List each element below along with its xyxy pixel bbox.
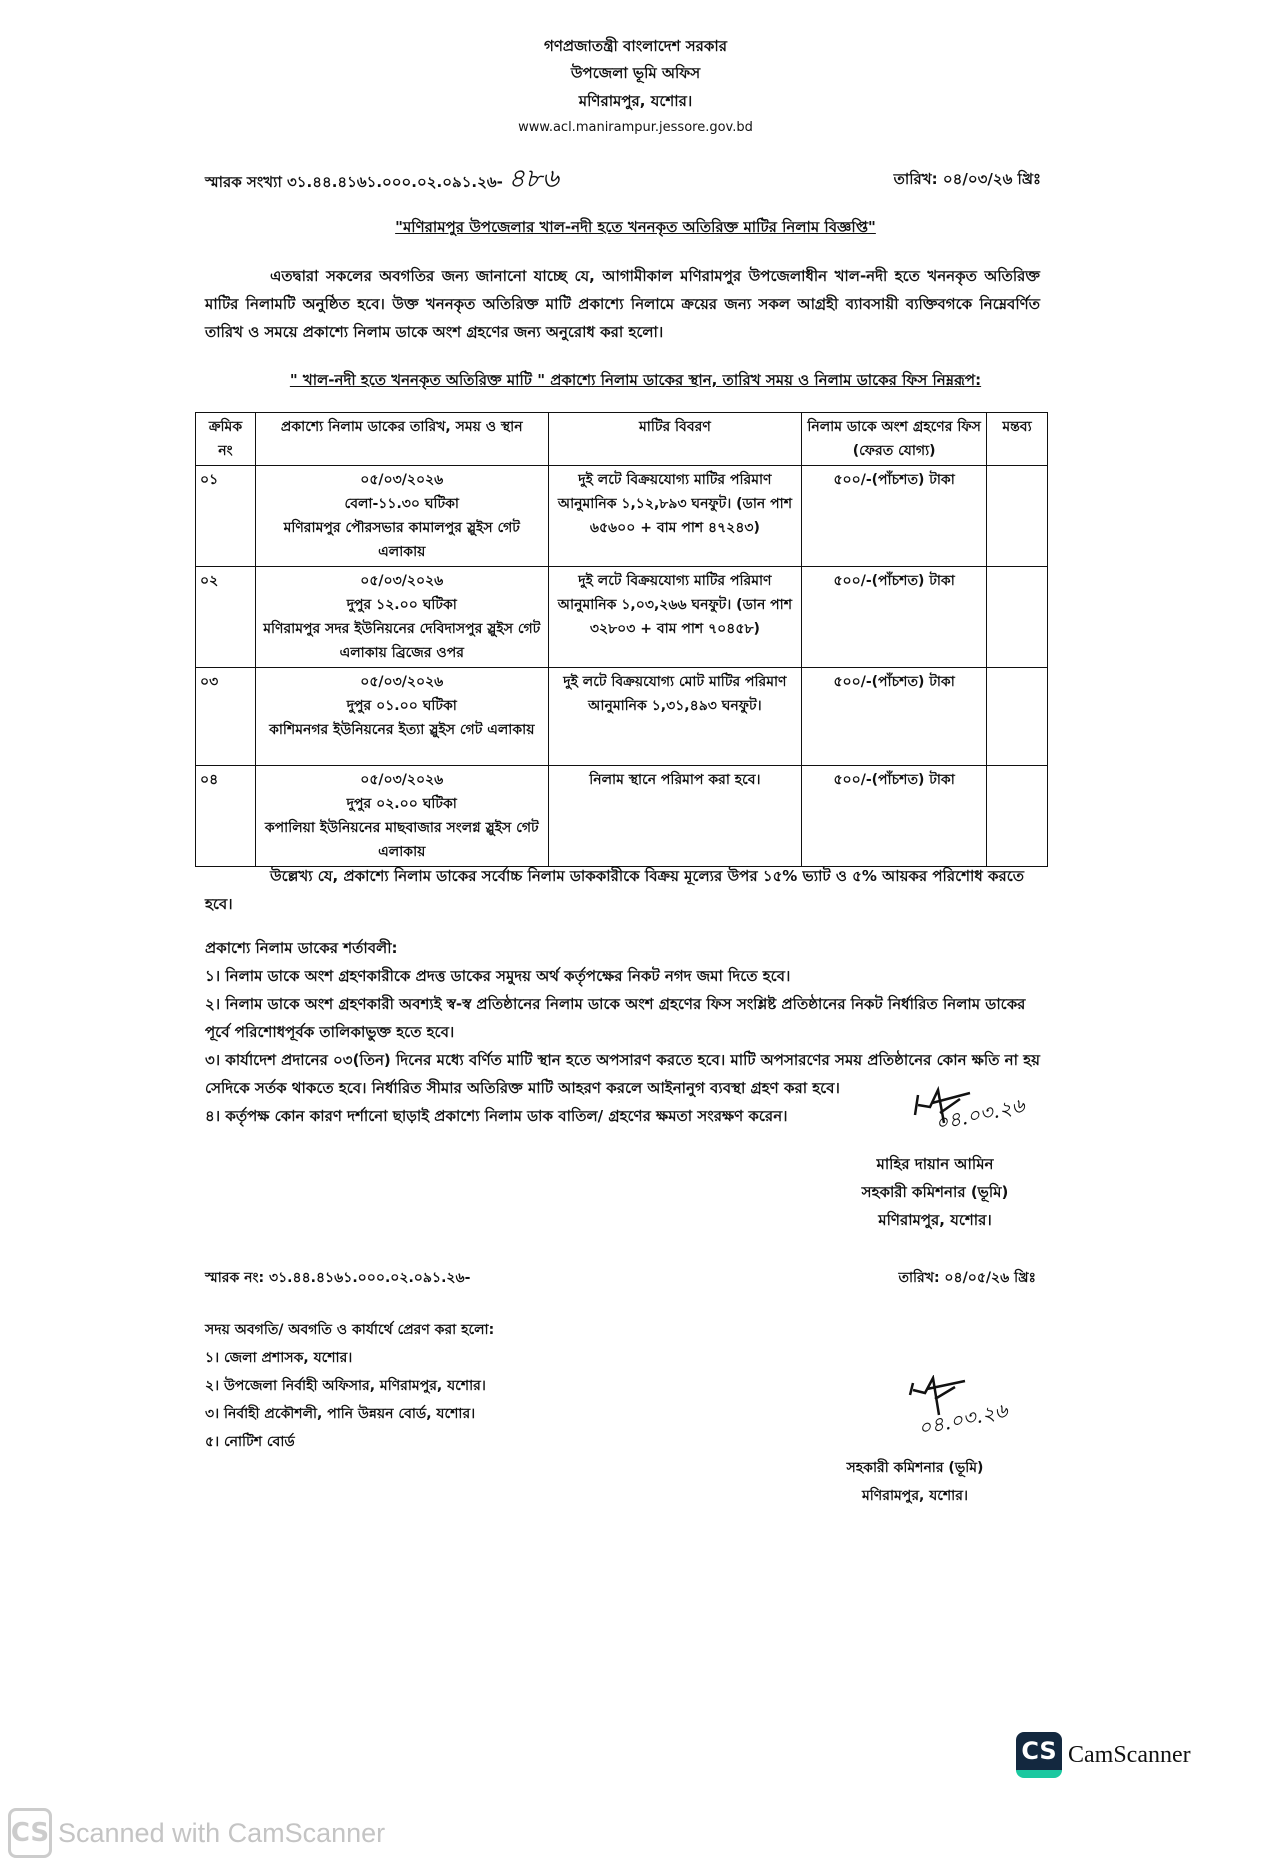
auction-place: মণিরামপুর পৌরসভার কামালপুর স্লুইস গেট এলাকায়	[283, 520, 520, 560]
cell-date-time-place	[255, 668, 548, 766]
serial-no: ০১	[200, 472, 219, 488]
auction-date: ০৫/০৩/২০২৬	[360, 472, 444, 488]
soil-description: দুই লটে বিক্রয়যোগ্য মাটির পরিমাণ আনুমানিক ১,০৩,২৬৬ ঘনফুট। (ডান পাশ ৩২৮০৩ + বাম পাশ ৭০৪৫৮)	[557, 573, 793, 637]
cell-date-time-place	[255, 766, 548, 867]
memo2-number: স্মারক নং: ৩১.৪৪.৪১৬১.০০০.০২.০৯১.২৬-	[205, 1270, 471, 1286]
auction-table	[195, 412, 1048, 867]
col-soil-description: মাটির বিবরণ	[548, 413, 802, 466]
signatory-office: মণিরামপুর, যশোর।	[878, 1211, 992, 1229]
condition-item: ৩। কার্যাদেশ প্রদানের ০৩(তিন) দিনের মধ্যে বর্ণিত মাটি স্থান হতে অপসারণ করতে হবে। মাটি অপসারণের সময় প্রতিষ্ঠানের কোন ক্ষতি না হয় সেদিকে সর্তক থাকতে হবে। নির্ধারিত সীমার অতিরিক্ত মাটি আহরণ করলে আইনানুগ ব্যবস্থা গ্রহণ করা হবে।	[205, 1051, 1040, 1097]
distribution-item: ৩। নির্বাহী প্রকৌশলী, পানি উন্নয়ন বোর্ড, যশোর।	[205, 1406, 476, 1422]
soil-description: দুই লটে বিক্রয়যোগ্য মাটির পরিমাণ আনুমানিক ১,১২,৮৯৩ ঘনফুট। (ডান পাশ ৬৫৬০০ + বাম পাশ ৪৭২৪৩)	[557, 472, 792, 536]
serial-no: ০৩	[200, 674, 219, 690]
cell-serial	[196, 668, 256, 766]
col-serial: ক্রমিক নং	[196, 413, 256, 466]
auction-date: ০৫/০৩/২০২৬	[360, 573, 444, 589]
website-link[interactable]: www.acl.manirampur.jessore.gov.bd	[518, 120, 753, 135]
serial-no: ০২	[200, 573, 219, 589]
cell-date-time-place	[255, 466, 548, 567]
memo-date: তারিখ: ০৪/০৩/২৬ খ্রিঃ	[893, 170, 1041, 188]
cell-soil-description	[548, 466, 802, 567]
signatory-designation: সহকারী কমিশনার (ভূমি)	[861, 1183, 1009, 1201]
office-name: উপজেলা ভূমি অফিস	[570, 64, 701, 82]
intro-paragraph: এতদ্বারা সকলের অবগতির জন্য জানানো যাচ্ছে যে, আগামীকাল মণিরামপুর উপজেলাধীন খাল-নদী হতে খননকৃত অতিরিক্ত মাটির নিলামটি অনুষ্ঠিত হবে। উক্ত খননকৃত অতিরিক্ত মাটি প্রকাশ্যে নিলামে ক্রয়ের জন্য সকল আগ্রহী ব্যাবসায়ী ব্যক্তিবগকে নিম্নেবর্ণিত তারিখ ও সময়ে প্রকাশ্যে নিলাম ডাকে অংশ গ্রহণের জন্য অনুরোধ করা হলো।	[205, 267, 1040, 341]
cell-remark	[987, 466, 1048, 567]
table-row	[196, 766, 1048, 867]
distribution-item: ৫। নোটিশ বোর্ড	[205, 1434, 295, 1450]
participation-fee: ৫০০/-(পাঁচশত) টাকা	[833, 674, 955, 690]
auction-time: দুপুর ০১.০০ ঘটিকা	[346, 698, 457, 714]
watermark-text: Scanned with CamScanner	[58, 1817, 386, 1848]
conditions-heading: প্রকাশ্যে নিলাম ডাকের শর্তাবলী:	[205, 939, 398, 957]
auction-place: কাশিমনগর ইউনিয়নের ইত্যা স্লুইস গেট এলাকায়	[269, 722, 535, 738]
cell-soil-description	[548, 766, 802, 867]
cell-soil-description	[548, 668, 802, 766]
auction-time: বেলা-১১.৩০ ঘটিকা	[344, 496, 459, 512]
cell-date-time-place	[255, 567, 548, 668]
distribution-item: ১। জেলা প্রশাসক, যশোর।	[205, 1350, 353, 1366]
auction-date: ০৫/০৩/২০২৬	[360, 674, 444, 690]
table-header-row	[196, 413, 1048, 466]
auction-time: দুপুর ১২.০০ ঘটিকা	[346, 597, 457, 613]
memo2-date: তারিখ: ০৪/০৫/২৬ খ্রিঃ	[898, 1270, 1036, 1286]
camscanner-logo-icon: CS	[1016, 1732, 1062, 1778]
signatory-block	[835, 1150, 1035, 1234]
office-location: মণিরামপুর, যশোর।	[578, 92, 693, 110]
table-row	[196, 466, 1048, 567]
signatory-2-block	[815, 1454, 1015, 1510]
cell-serial	[196, 766, 256, 867]
govt-name: গণপ্রজাতন্ত্রী বাংলাদেশ সরকার	[544, 37, 727, 55]
distribution-list	[205, 1316, 494, 1456]
camscanner-brand-text: CamScanner	[1068, 1741, 1191, 1768]
participation-fee: ৫০০/-(পাঁচশত) টাকা	[833, 573, 955, 589]
signatory-2-office: মণিরামপুর, যশোর।	[862, 1488, 968, 1504]
camscanner-watermark	[8, 1808, 385, 1858]
auction-place: মণিরামপুর সদর ইউনিয়নের দেবিদাসপুর স্লুইস গেট এলাকায় ব্রিজের ওপর	[263, 621, 541, 661]
camscanner-brand	[1016, 1732, 1191, 1778]
cell-remark	[987, 668, 1048, 766]
soil-description: দুই লটে বিক্রয়যোগ্য মোট মাটির পরিমাণ আনুমানিক ১,৩১,৪৯৩ ঘনফুট।	[563, 674, 787, 714]
table-row	[196, 567, 1048, 668]
vat-note: উল্লেখ্য যে, প্রকাশ্যে নিলাম ডাকের সর্বোচ্চ নিলাম ডাককারীকে বিক্রয় মূল্যের উপর ১৫% ভ্যাট ও ৫% আয়কর পরিশোধ করতে হবে।	[205, 867, 1025, 913]
handwritten-memo-no: ৪৮৬	[508, 164, 559, 194]
signatory-name: মাহির দায়ান আমিন	[876, 1155, 994, 1173]
signatory-2-designation: সহকারী কমিশনার (ভূমি)	[846, 1460, 984, 1476]
table-row	[196, 668, 1048, 766]
signature-1-date: ০৪.০৩.২৬	[932, 1092, 1027, 1136]
participation-fee: ৫০০/-(পাঁচশত) টাকা	[833, 472, 955, 488]
col-remark: মন্তব্য	[987, 413, 1048, 466]
cell-fee	[802, 668, 987, 766]
cell-serial	[196, 466, 256, 567]
col-fee: নিলাম ডাকে অংশ গ্রহণের ফিস (ফেরত যোগ্য)	[802, 413, 987, 466]
condition-item: ২। নিলাম ডাকে অংশ গ্রহণকারী অবশ্যই স্ব-স্ব প্রতিষ্ঠানের নিলাম ডাকে অংশ গ্রহণের ফিস সংশ্লিষ্ট প্রতিষ্ঠানের নিকট নির্ধারিত নিলাম ডাকের পূর্বে পরিশোধপূর্বক তালিকাভুক্ত হতে হবে।	[205, 995, 1026, 1041]
notice-title: "মণিরামপুর উপজেলার খাল-নদী হতে খননকৃত অতিরিক্ত মাটির নিলাম বিজ্ঞপ্তি"	[395, 218, 876, 236]
cell-fee	[802, 567, 987, 668]
memo-number-text: স্মারক সংখ্যা ৩১.৪৪.৪১৬১.০০০.০২.০৯১.২৬-	[205, 173, 503, 191]
auction-time: দুপুর ০২.০০ ঘটিকা	[346, 796, 457, 812]
col-date-time-place: প্রকাশ্যে নিলাম ডাকের তারিখ, সময় ও স্থান	[255, 413, 548, 466]
distribution-heading: সদয় অবগতি/ অবগতি ও কার্যার্থে প্রেরণ করা হলো:	[205, 1322, 495, 1338]
auction-date: ০৫/০৩/২০২৬	[360, 772, 444, 788]
memo-number	[205, 165, 559, 196]
auction-place: কপালিয়া ইউনিয়নের মাছবাজার সংলগ্ন স্লুইস গেট এলাকায়	[264, 820, 539, 860]
condition-item: ১। নিলাম ডাকে অংশ গ্রহণকারীকে প্রদত্ত ডাকের সমুদয় অর্থ কর্তৃপক্ষের নিকট নগদ জমা দিতে হবে।	[205, 967, 791, 985]
table-subtitle: " খাল-নদী হতে খননকৃত অতিরিক্ত মাটি " প্রকাশ্যে নিলাম ডাকের স্থান, তারিখ সময় ও নিলাম ডাকের ফিস নিম্নরূপ:	[289, 371, 982, 389]
cell-fee	[802, 766, 987, 867]
cell-remark	[987, 766, 1048, 867]
cell-remark	[987, 567, 1048, 668]
serial-no: ০৪	[200, 772, 219, 788]
cell-serial	[196, 567, 256, 668]
cell-fee	[802, 466, 987, 567]
signature-2-date: ০৪.০৩.২৬	[915, 1397, 1010, 1441]
participation-fee: ৫০০/-(পাঁচশত) টাকা	[833, 772, 955, 788]
distribution-item: ২। উপজেলা নির্বাহী অফিসার, মণিরামপুর, যশোর।	[205, 1378, 486, 1394]
soil-description: নিলাম স্থানে পরিমাপ করা হবে।	[589, 772, 761, 788]
camscanner-watermark-icon: CS	[8, 1808, 52, 1858]
cell-soil-description	[548, 567, 802, 668]
condition-item: ৪। কর্তৃপক্ষ কোন কারণ দর্শানো ছাড়াই প্রকাশ্যে নিলাম ডাক বাতিল/ গ্রহণের ক্ষমতা সংরক্ষণ করেন।	[205, 1107, 788, 1125]
